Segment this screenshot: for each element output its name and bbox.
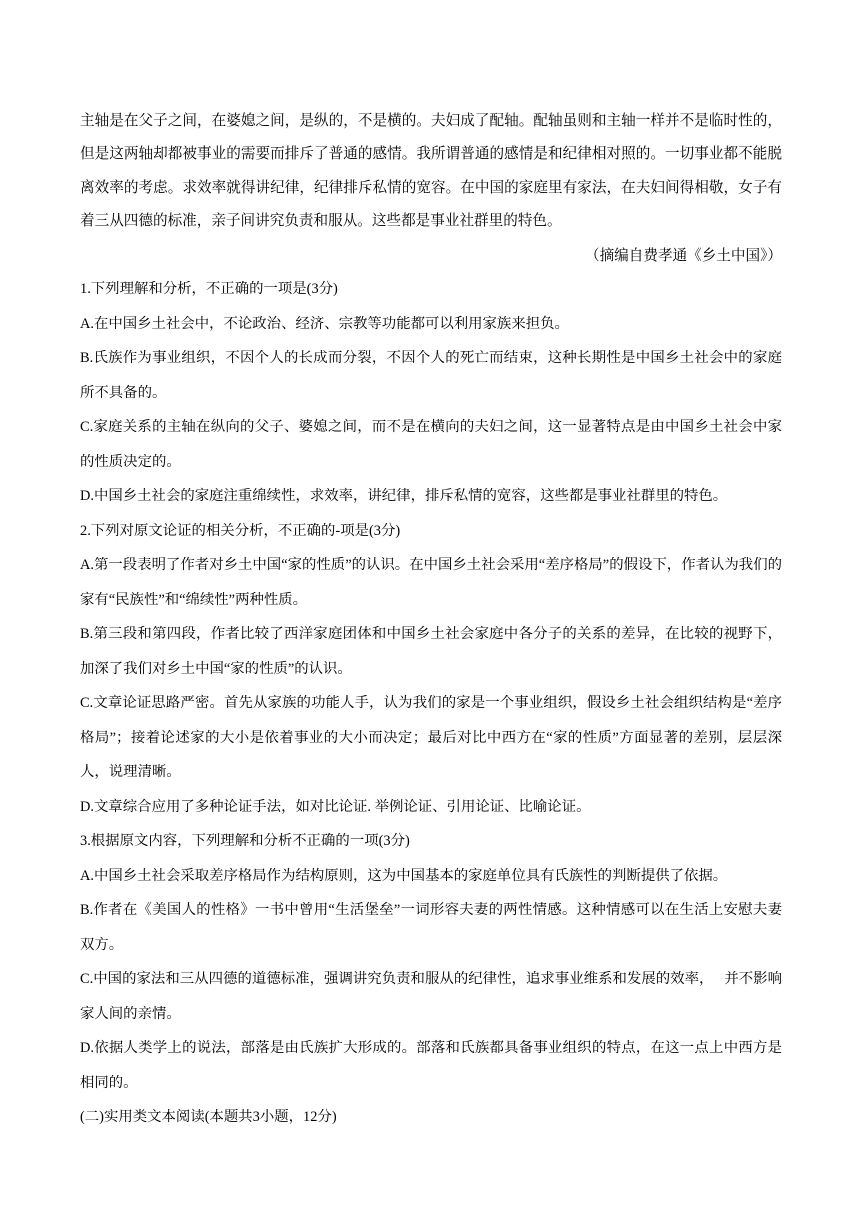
question-2-option-c: C.文章论证思路严密。首先从家族的功能人手，认为我们的家是一个事业组织，假设乡土社会组织结构是“差序格局”；接着论述家的大小是依着事业的大小而决定；最后对比中西方在“家的性质”方面显著的差别，层层深人，说理清晰。 xyxy=(80,695,782,781)
question-2-stem: 2.下列对原文论证的相关分析，不正确的-项是(3分) xyxy=(80,522,401,539)
passage-source: （摘编自费孝通《乡土中国》） xyxy=(584,247,782,265)
question-3 xyxy=(80,824,782,1100)
question-2-option-b: B.第三段和第四段，作者比较了西洋家庭团体和中国乡土社会家庭中各分子的关系的差异，在比较的视野下，加深了我们对乡土中国“家的性质”的认识。 xyxy=(80,626,782,677)
question-1-option-a: A.在中国乡土社会中，不论政治、经济、宗教等功能都可以利用家族来担负。 xyxy=(80,315,569,332)
question-3-option-c: C.中国的家法和三从四德的道德标准，强调讲究负责和服从的纪律性，追求事业维系和发展的效率， 并不影响家人间的亲情。 xyxy=(80,971,782,1022)
question-2-option-a: A.第一段表明了作者对乡土中国“家的性质”的认识。在中国乡土社会采用“差序格局”的假设下，作者认为我们的家有“民族性”和“绵续性”两种性质。 xyxy=(80,557,782,608)
document-page xyxy=(80,104,782,1135)
passage-paragraph: 主轴是在父子之间，在婆媳之间，是纵的，不是横的。夫妇成了配轴。配轴虽则和主轴一样并不是临时性的，但是这两轴却都被事业的需要而排斥了普通的感情。我所谓普通的感情是和纪律相对照的。一切事业都不能脱离效率的考虑。求效率就得讲纪律，纪律排斥私情的宽容。在中国的家庭里有家法，在夫妇间得相敬，女子有着三从四德的标准，亲子间讲究负责和服从。这些都是事业社群里的特色。 xyxy=(80,112,782,229)
question-2 xyxy=(80,514,782,825)
question-3-stem: 3.根据原文内容，下列理解和分析不正确的一项(3分) xyxy=(80,833,410,850)
question-1-stem: 1.下列理解和分析，不正确的一项是(3分) xyxy=(80,281,338,298)
section-heading: (二)实用类文本阅读(本题共3小题，12分) xyxy=(80,1109,337,1126)
question-3-option-b: B.作者在《美国人的性格》一书中曾用“生活堡垒”一词形容夫妻的两性情感。这种情感可以在生活上安慰夫妻双方。 xyxy=(80,902,782,953)
question-1 xyxy=(80,272,782,514)
question-1-option-b: B.氏族作为事业组织，不因个人的长成而分裂，不因个人的死亡而结束，这种长期性是中国乡土社会中的家庭所不具备的。 xyxy=(80,350,782,401)
question-3-option-d: D.依据人类学上的说法，部落是由氏族扩大形成的。部落和氏族都具备事业组织的特点，在这一点上中西方是相同的。 xyxy=(80,1040,782,1091)
question-1-option-d: D.中国乡土社会的家庭注重绵续性，求效率，讲纪律，排斥私情的宽容，这些都是事业社群里的特色。 xyxy=(80,488,728,505)
question-2-option-d: D.文章综合应用了多种论证手法，如对比论证. 举例论证、引用论证、比喻论证。 xyxy=(80,798,591,815)
question-3-option-a: A.中国乡土社会采取差序格局作为结构原则，这为中国基本的家庭单位具有氏族性的判断提供了依据。 xyxy=(80,867,728,884)
question-1-option-c: C.家庭关系的主轴在纵向的父子、婆媳之间，而不是在横向的夫妇之间，这一显著特点是由中国乡土社会中家的性质决定的。 xyxy=(80,419,782,470)
